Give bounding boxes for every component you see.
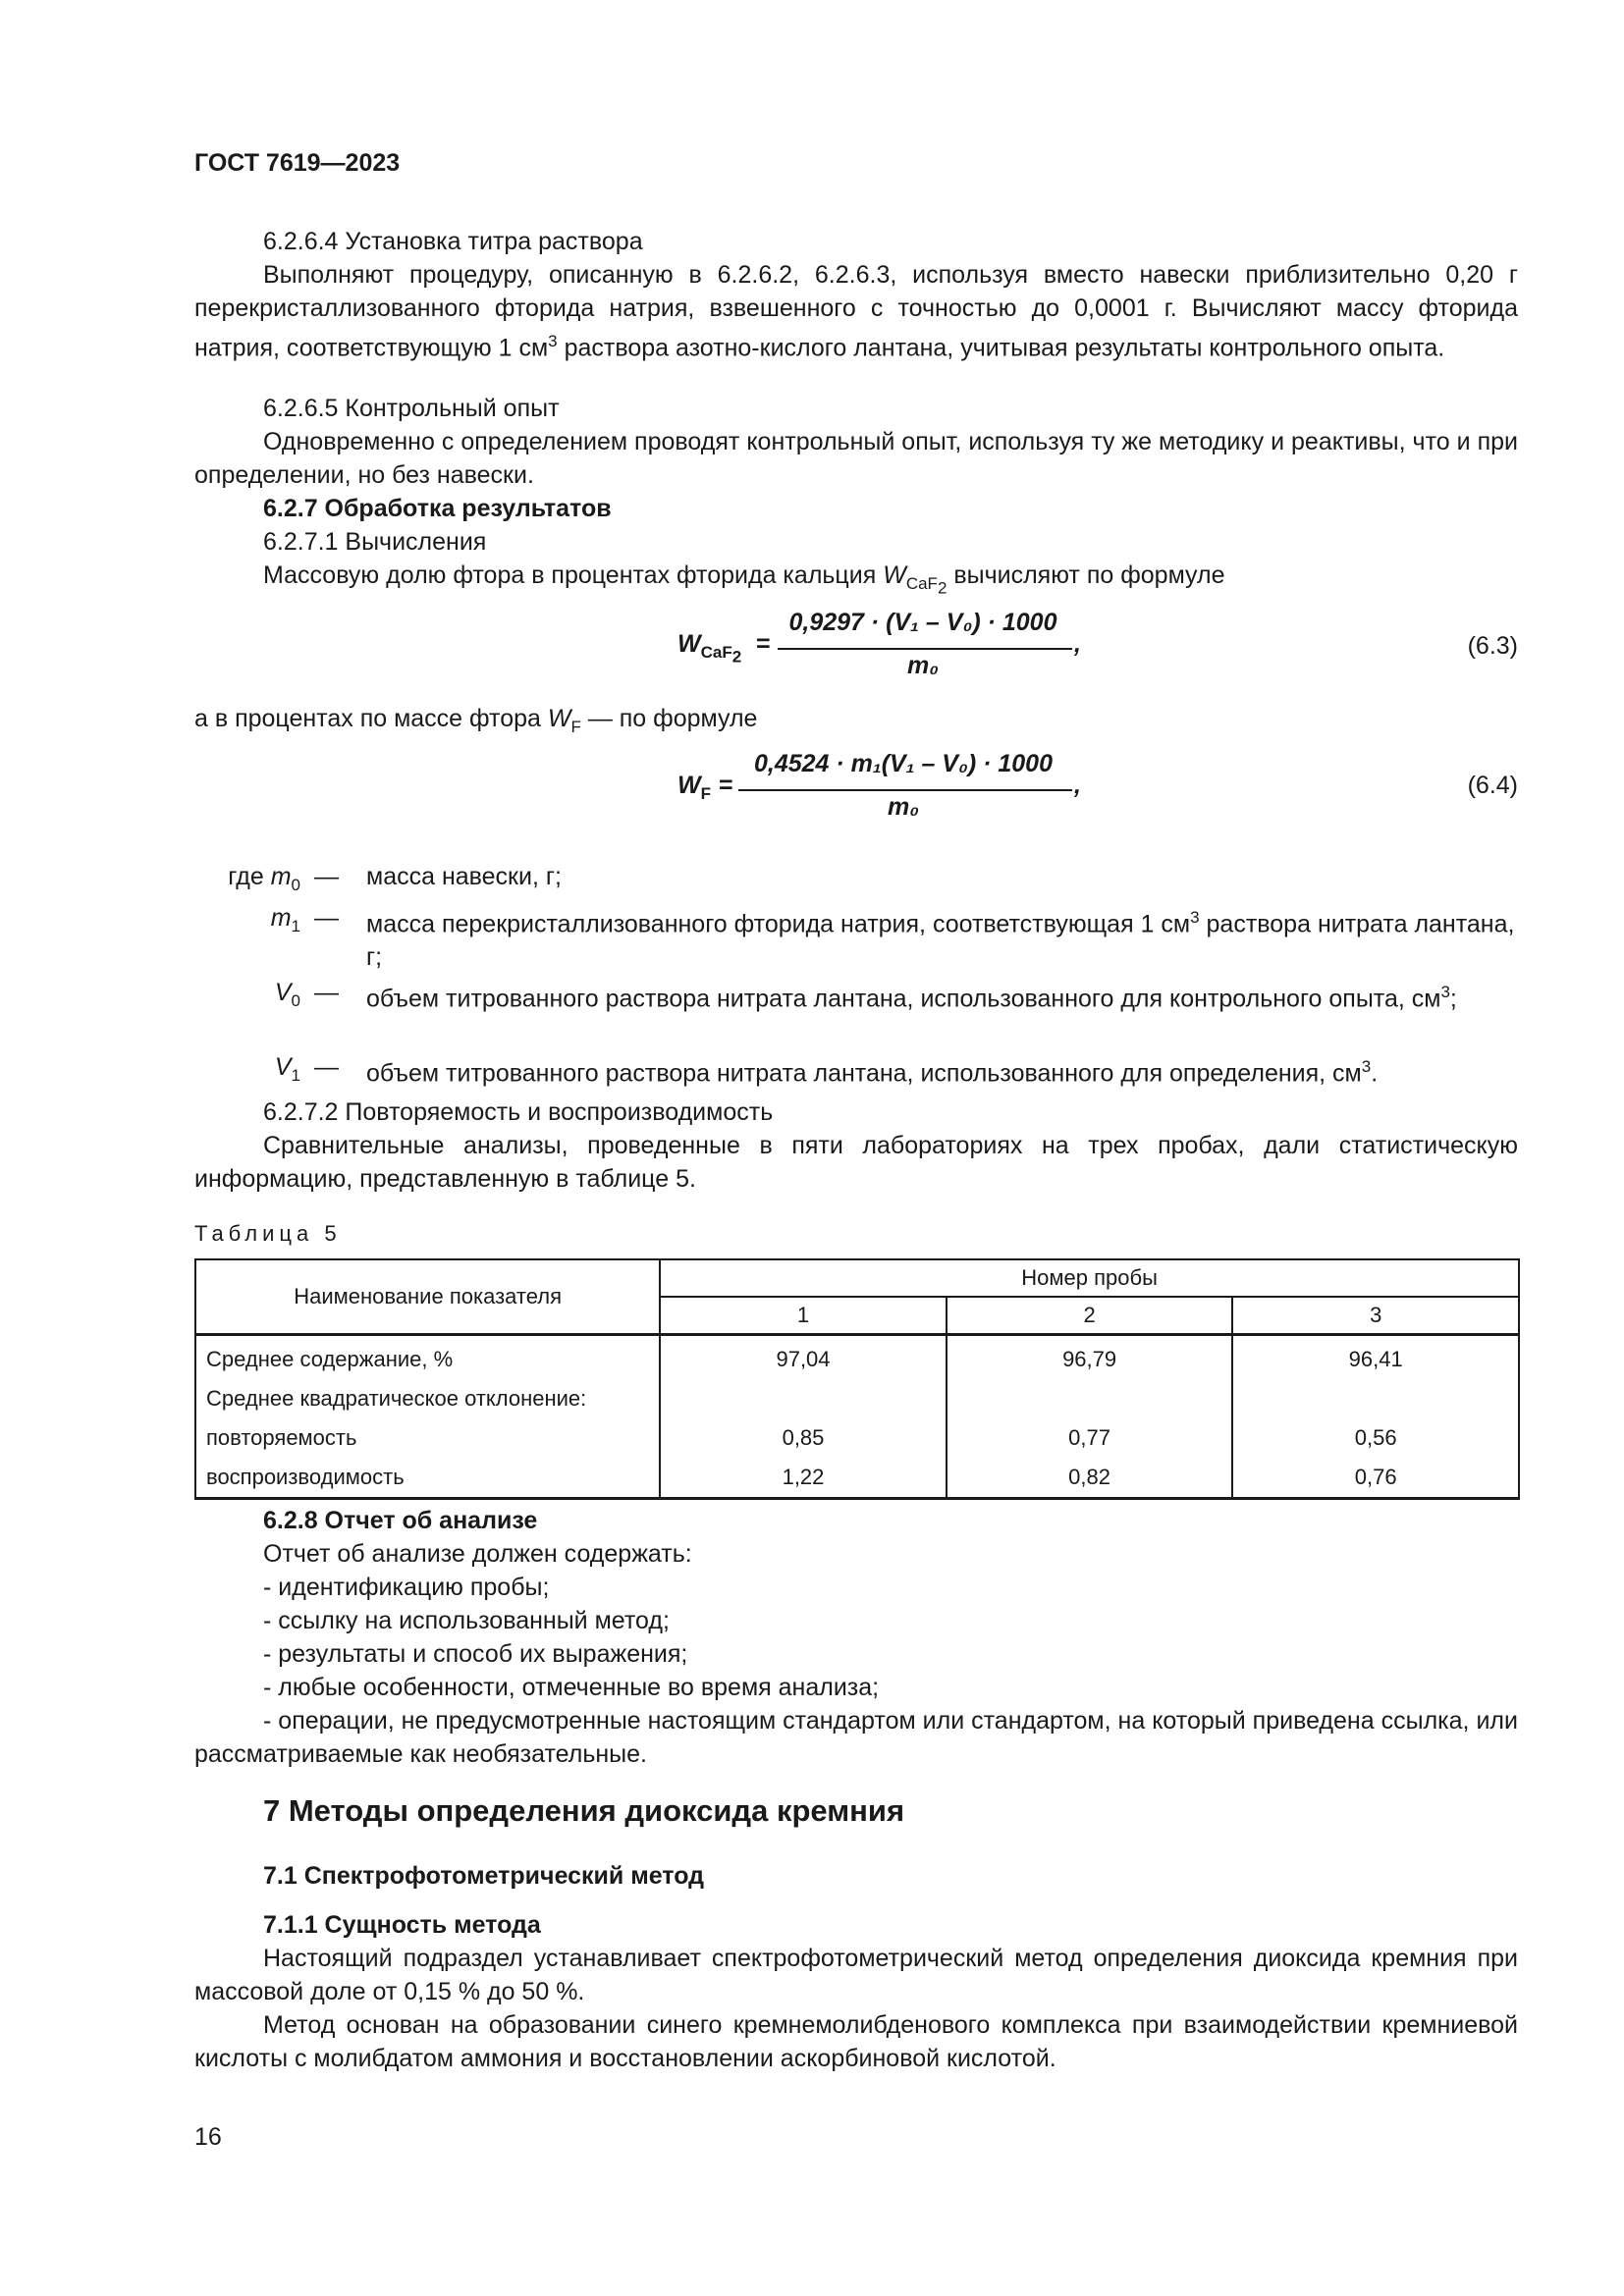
col-header-group: Номер пробы	[660, 1259, 1519, 1297]
formula-denominator: m₀	[906, 652, 940, 679]
section-711-p1: Настоящий подраздел устанавливает спектрофотометрический метод определения диоксида кремния при массовой доле от 0,15 % до 50 %.	[194, 1945, 1518, 2005]
symbol-sub: 0	[291, 991, 300, 1010]
formula-6-4	[668, 748, 1080, 830]
definition-text-a: масса перекристаллизованного фторида натрия, соответствующая 1 см	[366, 910, 1191, 938]
formula-comma: ,	[1074, 630, 1081, 658]
section-711-heading: 7.1.1 Сущность метода	[263, 1911, 541, 1939]
definition-text	[366, 1050, 1518, 1090]
list-item: - любые особенности, отмеченные во время анализа;	[263, 1674, 880, 1701]
formula-lhs-f	[677, 772, 711, 804]
definition-symbol	[194, 1050, 300, 1093]
formula-lhs	[677, 630, 741, 667]
list-item: - идентификацию пробы;	[263, 1574, 550, 1601]
section-6265-title: 6.2.6.5 Контрольный опыт	[263, 395, 560, 422]
cell-value: 0,76	[1232, 1458, 1519, 1499]
unit-superscript: 3	[1440, 983, 1450, 1001]
subscript-2: 2	[937, 578, 947, 598]
variable-wf: W	[547, 705, 571, 732]
formula-6-3	[668, 609, 1080, 687]
formula-numerator: 0,9297 · (V₁ – V₀) · 1000	[788, 609, 1057, 636]
cell-value	[947, 1379, 1233, 1418]
section-6271-title: 6.2.7.1 Вычисления	[263, 528, 487, 556]
formula-lhs-var: W	[677, 630, 701, 658]
section-71-heading: 7.1 Спектрофотометрический метод	[263, 1862, 705, 1890]
section-628-intro: Отчет об анализе должен содержать:	[263, 1540, 692, 1568]
cell-value: 0,85	[660, 1418, 947, 1458]
cell-value: 96,41	[1232, 1335, 1519, 1380]
table-row	[195, 1458, 1519, 1499]
definition-text	[366, 901, 1518, 974]
col-header-name: Наименование показателя	[195, 1259, 660, 1335]
definition-text-b: ;	[1449, 985, 1457, 1013]
document-code: ГОСТ 7619—2023	[194, 149, 401, 177]
cell-value: 96,79	[947, 1335, 1233, 1380]
unit-superscript: 3	[548, 332, 558, 350]
intro-text-b: вычисляют по формуле	[947, 561, 1225, 589]
table-caption: Таблица 5	[194, 1221, 342, 1246]
definition-symbol	[194, 860, 300, 902]
col-header-sample-3: 3	[1232, 1297, 1519, 1335]
symbol-var: V	[274, 1053, 292, 1081]
table-row	[195, 1335, 1519, 1380]
formula-comma-f: ,	[1074, 772, 1081, 799]
symbol-var: V	[274, 979, 292, 1006]
section-6272-title: 6.2.7.2 Повторяемость и воспроизводимость	[263, 1098, 774, 1126]
row-label: повторяемость	[195, 1418, 660, 1458]
row-label: воспроизводимость	[195, 1458, 660, 1499]
definition-dash: —	[314, 1053, 339, 1081]
definition-text-b: раствора нитрата лантана, г;	[366, 910, 1515, 972]
row-label: Среднее содержание, %	[195, 1335, 660, 1380]
formula-denominator-f: m₀	[887, 793, 920, 821]
cell-value	[660, 1379, 947, 1418]
section-628-title: 6.2.8 Отчет об анализе	[263, 1507, 538, 1534]
formula-equals: =	[756, 630, 771, 658]
list-item: - ссылку на использованный метод;	[263, 1607, 670, 1634]
formula-lhs-sub: CaF	[700, 643, 732, 662]
table-row	[195, 1418, 1519, 1458]
list-item: - результаты и способ их выражения;	[263, 1640, 688, 1668]
list-item: - операции, не предусмотренные настоящим стандартом или стандартом, на который приведена ссылка, или рассматриваемые как необязательные.	[194, 1707, 1518, 1768]
col-header-sample-2: 2	[947, 1297, 1233, 1335]
table-5	[194, 1258, 1520, 1500]
equation-number-6-4: (6.4)	[1467, 772, 1518, 799]
cell-value: 0,56	[1232, 1418, 1519, 1458]
symbol-definitions	[194, 860, 1518, 1086]
unit-superscript: 3	[1190, 908, 1200, 927]
section-6265-text: Одновременно с определением проводят контрольный опыт, используя ту же методику и реактивы, что и при определении, но без навески.	[194, 428, 1518, 489]
definition-text	[366, 976, 1518, 1015]
page-number: 16	[194, 2123, 222, 2151]
section-6264-text-b: раствора азотно-кислого лантана, учитывая результаты контрольного опыта.	[557, 334, 1445, 362]
equation-number-6-3: (6.3)	[1467, 632, 1518, 660]
unit-superscript: 3	[1361, 1057, 1372, 1076]
intro-text-a: Массовую долю фтора в процентах фторида кальция	[263, 561, 884, 589]
definition-text-a: объем титрованного раствора нитрата лантана, использованного для определения, см	[366, 1059, 1362, 1088]
definition-symbol	[194, 976, 300, 1018]
section-6264-text-a: Выполняют процедуру, описанную в 6.2.6.2, 6.2.6.3, используя вместо навески приблизительно 0,20 г перекристаллизованного фторида натрия, взвешенного с точностью до 0,0001 г. Вычисляют массу фторида натрия, соответствующую 1 см	[194, 261, 1518, 362]
section-6264-title: 6.2.6.4 Установка титра раствора	[263, 228, 643, 255]
definition-dash: —	[314, 979, 339, 1006]
col-header-sample-1: 1	[660, 1297, 947, 1335]
mid-text-b: — по формуле	[580, 705, 758, 732]
table-row	[195, 1379, 1519, 1418]
row-label: Среднее квадратическое отклонение:	[195, 1379, 660, 1418]
formula-equals-f: =	[719, 772, 733, 799]
cell-value: 0,77	[947, 1418, 1233, 1458]
section-711-p2: Метод основан на образовании синего кремнемолибденового комплекса при взаимодействии кремниевой кислоты с молибдатом аммония и восстановлении аскорбиновой кислотой.	[194, 2011, 1518, 2072]
formula-lhs-f-sub: F	[700, 784, 711, 803]
formula-lhs-sub2: 2	[731, 647, 742, 667]
section-627-title: 6.2.7 Обработка результатов	[263, 495, 612, 522]
definition-text-a: объем титрованного раствора нитрата лантана, использованного для контрольного опыта, см	[366, 985, 1441, 1013]
formula-lhs-f-var: W	[677, 772, 701, 799]
where-word: где	[228, 863, 264, 890]
subscript-f: F	[570, 718, 581, 736]
definition-text-b: .	[1371, 1059, 1379, 1088]
cell-value: 1,22	[660, 1458, 947, 1499]
definition-text: масса навески, г;	[366, 863, 562, 890]
symbol-sub: 1	[291, 917, 300, 935]
symbol-sub: 1	[291, 1066, 300, 1085]
definition-dash: —	[314, 863, 339, 890]
fraction-bar-f	[738, 789, 1072, 791]
variable-w: W	[883, 561, 906, 589]
formula-numerator-f: 0,4524 · m₁(V₁ – V₀) · 1000	[753, 750, 1053, 777]
symbol-var: m	[270, 904, 292, 932]
section-6271-intro	[194, 559, 1518, 605]
symbol-sub: 0	[291, 876, 300, 894]
symbol-var: m	[270, 863, 292, 890]
subscript-caf: CaF	[905, 574, 938, 593]
cell-value: 97,04	[660, 1335, 947, 1380]
cell-value: 0,82	[947, 1458, 1233, 1499]
section-6272-text: Сравнительные анализы, проведенные в пяти лабораториях на трех пробах, дали статистическую информацию, представленную в таблице 5.	[194, 1132, 1518, 1193]
section-6264-text	[194, 258, 1518, 364]
formula-6-4-intro	[194, 702, 1518, 744]
fraction-bar	[778, 648, 1072, 650]
section-7-heading: 7 Методы определения диоксида кремния	[263, 1793, 905, 1828]
cell-value	[1232, 1379, 1519, 1418]
definition-symbol	[194, 901, 300, 943]
mid-text-a: а в процентах по массе фтора	[194, 705, 548, 732]
definition-dash: —	[314, 904, 339, 932]
